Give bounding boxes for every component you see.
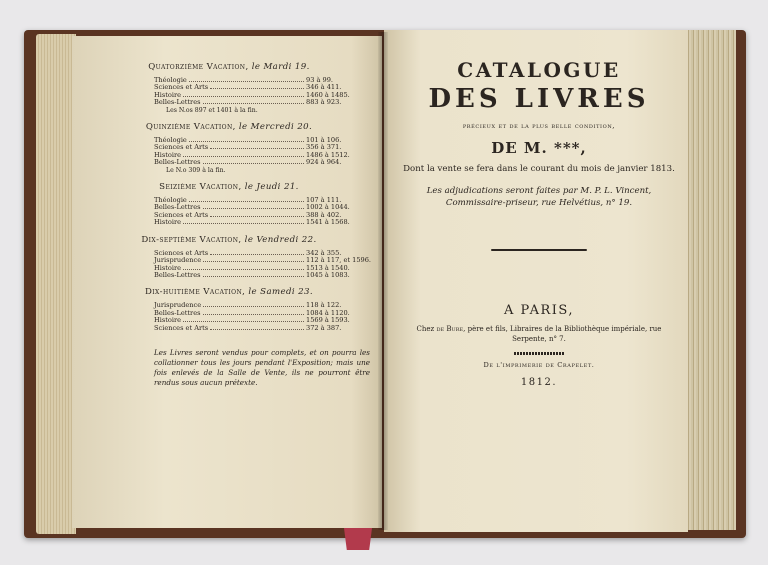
vacation-note: Les N.os 897 et 1401 à la fin. (166, 106, 258, 114)
lot-range: 1569 à 1593. (306, 316, 350, 325)
subject-name: Sciences et Arts (154, 143, 209, 152)
subject-name: Jurisprudence (154, 301, 202, 310)
leader-dots (210, 329, 304, 330)
subject-name: Jurisprudence (154, 256, 202, 265)
subject-name: Sciences et Arts (154, 323, 209, 332)
vacation-heading: Quatorzième Vacation, le Mardi 19. (148, 62, 310, 72)
schedule-row (88, 219, 370, 226)
subject-name: Belles-Lettres (154, 98, 201, 107)
subject-name: Sciences et Arts (154, 210, 209, 219)
sale-date-line: Dont la vente se fera dans le courant du mois de janvier 1813. (403, 164, 675, 174)
vacation-day: le Mardi 19. (251, 62, 310, 72)
lot-range: 1084 à 1120. (306, 308, 350, 317)
subject-name: Histoire (154, 90, 182, 99)
schedule-row (88, 325, 370, 332)
lot-range: 101 à 106. (306, 136, 342, 145)
lot-range: 1002 à 1044. (306, 203, 350, 212)
subject-name: Belles-Lettres (154, 308, 201, 317)
subject-name: Théologie (154, 76, 187, 84)
bookmark-ribbon (344, 528, 372, 550)
leader-dots (203, 306, 304, 307)
year-line: 1812. (520, 377, 558, 388)
lot-range: 388 à 402. (306, 210, 342, 219)
subject-name: Théologie (154, 136, 187, 145)
sale-conditions-note: Les Livres seront vendus pour complets, et on pourra les collationner tous les jours pendant l'Exposition; mais une fois enlevés de la Salle de Vente, ils ne pourront être rendus sous aucun prétexte. (154, 347, 370, 387)
subject-name: Sciences et Arts (154, 83, 209, 92)
lot-range: 107 à 111. (306, 196, 342, 205)
leader-dots (203, 276, 305, 277)
leader-dots (203, 103, 305, 104)
vacation-schedule (88, 62, 370, 388)
leader-dots (210, 216, 304, 217)
vacation-heading: Seizième Vacation, le Jeudi 21. (159, 182, 299, 193)
leader-dots (210, 148, 304, 149)
vacation-block (88, 235, 370, 280)
subtitle: précieux et de la plus belle condition, (462, 122, 616, 130)
leader-dots (183, 96, 304, 97)
lot-range: 924 à 964. (306, 158, 342, 167)
schedule-row (88, 272, 370, 279)
lot-range: 1513 à 1540. (306, 263, 350, 272)
lot-range: 1045 à 1083. (306, 270, 350, 279)
lot-range: 883 à 923. (306, 98, 342, 107)
publisher-address: , père et fils, Libraires de la Bibliothèque impériale, rue Serpente, n° 7. (463, 325, 662, 343)
lot-range: 372 à 387. (306, 323, 342, 332)
vacation-title: Quinzième Vacation (145, 122, 233, 133)
printer-line: De l'imprimerie de Crapelet. (483, 361, 595, 369)
lot-range: 356 à 371. (306, 143, 342, 152)
publisher-prefix: Chez (416, 325, 435, 333)
vacation-title: Dix-huitième Vacation (144, 287, 243, 298)
schedule-row (88, 99, 370, 106)
page-edges-right (686, 30, 736, 530)
subject-name: Histoire (154, 218, 182, 227)
city-line: A PARIS, (504, 303, 574, 318)
leader-dots (183, 269, 304, 270)
page-edges-left (36, 34, 76, 534)
subject-name: Théologie (154, 196, 187, 205)
vacation-block (88, 62, 370, 114)
vacation-day: le Vendredi 22. (244, 234, 317, 245)
leader-dots (203, 163, 305, 164)
lot-range: 112 à 117, et 1596. (306, 256, 372, 265)
leader-dots (183, 156, 304, 157)
subject-name: Histoire (154, 150, 182, 159)
subject-name: Sciences et Arts (154, 248, 209, 257)
leader-dots (189, 201, 304, 202)
schedule-row (88, 159, 370, 166)
leader-dots (189, 81, 304, 82)
title-line-1: CATALOGUE (457, 58, 621, 82)
subject-name: Histoire (154, 263, 182, 272)
lot-range: 342 à 355. (306, 248, 342, 257)
vacation-day: le Mercredi 20. (238, 122, 313, 133)
vacation-day: le Jeudi 21. (244, 182, 299, 193)
book-gutter (378, 32, 388, 530)
title-line-2: DES LIVRES (428, 84, 650, 114)
leader-dots (183, 321, 304, 322)
subject-name: Belles-Lettres (154, 270, 201, 279)
vacation-block (88, 182, 370, 227)
vacation-note: Le N.o 309 à la fin. (166, 166, 226, 174)
subject-name: Belles-Lettres (154, 203, 201, 212)
leader-dots (203, 208, 305, 209)
vacation-title: Dix-septième Vacation (141, 234, 239, 245)
lot-range: 118 à 122. (306, 301, 342, 310)
subject-name: Histoire (154, 316, 182, 325)
adjudication-line: Les adjudications seront faites par M. P. L. Vincent, Commissaire-priseur, rue Helvétius, n° 19. (426, 186, 652, 208)
lot-range: 93 à 99. (306, 76, 333, 84)
vacation-day: le Samedi 23. (248, 287, 314, 298)
leader-dots (203, 261, 304, 262)
leader-dots (210, 254, 304, 255)
leader-dots (203, 314, 305, 315)
lot-range: 1460 à 1485. (306, 90, 350, 99)
lot-range: 346 à 411. (306, 83, 342, 92)
leader-dots (210, 88, 304, 89)
publisher-name: de Bure (436, 325, 464, 333)
divider-rule (491, 249, 587, 251)
leader-dots (183, 223, 304, 224)
vacation-title: Quatorzième Vacation (148, 62, 246, 72)
owner-line: DE M. ***, (491, 139, 587, 157)
subject-name: Belles-Lettres (154, 158, 201, 167)
vacation-heading: Dix-huitième Vacation, le Samedi 23. (144, 287, 314, 298)
vacation-block (88, 122, 370, 174)
vacation-heading: Dix-septième Vacation, le Vendredi 22. (141, 234, 317, 245)
vacation-title: Seizième Vacation (159, 182, 239, 193)
vacation-heading: Quinzième Vacation, le Mercredi 20. (145, 122, 313, 133)
title-page (400, 58, 678, 388)
vacation-block (88, 287, 370, 332)
leader-dots (189, 141, 304, 142)
publisher-line (400, 324, 678, 344)
ornament-rule (514, 352, 564, 355)
lot-range: 1486 à 1512. (306, 150, 350, 159)
lot-range: 1541 à 1568. (306, 218, 350, 227)
